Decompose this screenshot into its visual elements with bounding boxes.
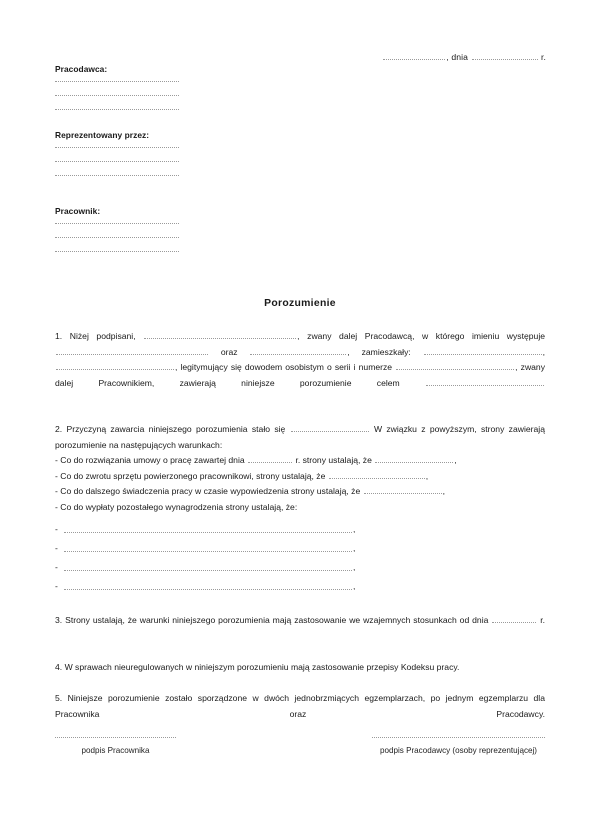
- paragraph-1-text-d: zamieszkały:: [361, 346, 411, 357]
- paragraph-3-number: 3.: [55, 614, 63, 625]
- purpose-dotted-field[interactable]: [426, 379, 544, 386]
- employee-name-dotted-field[interactable]: [250, 347, 346, 354]
- party-lines-representative: [55, 147, 185, 176]
- paragraph-1-comma-d: ,: [175, 362, 178, 373]
- sub-row-end: ,: [353, 524, 356, 535]
- bullet-dash: -: [55, 455, 58, 466]
- bullet-3-terms-dotted-field[interactable]: [364, 487, 442, 494]
- contract-date-dotted-field[interactable]: [248, 456, 292, 463]
- date-year-suffix: r.: [541, 52, 546, 62]
- bullet-2-end: ,: [425, 470, 429, 481]
- wage-term-dotted-field[interactable]: [64, 584, 352, 590]
- sub-row-end: ,: [353, 562, 356, 573]
- id-number-dotted-field[interactable]: [396, 363, 514, 370]
- signature-line-employee[interactable]: [55, 737, 176, 738]
- paragraph-1-text-b: zwany dalej Pracodawcą, w którego imieniu występuje: [307, 331, 546, 341]
- paragraph-2: [55, 422, 545, 453]
- date-line: [380, 52, 546, 62]
- sub-row-dash: -: [55, 524, 58, 535]
- party-title-employer: Pracodawca:: [55, 64, 108, 74]
- paragraph-3-text-a: Strony ustalają, że warunki niniejszego porozumienia mają zastosowanie we wzajemnych stosunkach od dnia: [65, 614, 489, 625]
- paragraph-5-text: Niniejsze porozumienie zostało sporządzone w dwóch jednobrzmiących egzemplarzach, po jednym egzemplarzu dla Pracownika oraz Pracodawcy.: [55, 693, 545, 719]
- bullet-1-end: ,: [454, 455, 457, 466]
- paragraph-4: [55, 660, 545, 676]
- bullet-dash: -: [55, 501, 58, 512]
- date-comma: ,: [446, 52, 449, 62]
- bullet-1-text-b: r. strony ustalają, że: [295, 455, 372, 466]
- paragraph-4-number: 4.: [55, 661, 63, 672]
- bullet-3-text-a: Co do dalszego świadczenia pracy w czasie wypowiedzenia strony ustalają, że: [60, 486, 361, 497]
- paragraph-2-number: 2.: [55, 423, 63, 434]
- signature-block-employee: [55, 737, 176, 755]
- party-fill-line[interactable]: [55, 175, 179, 176]
- wage-terms-row: [55, 578, 545, 597]
- party-fill-line[interactable]: [55, 237, 179, 238]
- document-body: [55, 329, 545, 738]
- party-fill-line[interactable]: [55, 95, 179, 96]
- paragraph-4-text: W sprawach nieuregulowanych w niniejszym porozumieniu mają zastosowanie przepisy Kodeksu pracy.: [64, 661, 460, 672]
- bullet-2-terms-dotted-field[interactable]: [329, 472, 425, 479]
- bullet-2-text-a: Co do zwrotu sprzętu powierzonego pracownikowi, strony ustalają, że: [60, 470, 326, 481]
- party-fill-line[interactable]: [55, 251, 179, 252]
- spacer: [55, 644, 545, 660]
- paragraph-1-text-e: legitymujący się dowodem osobistym o serii i numerze: [180, 362, 393, 373]
- address-dotted-field-2[interactable]: [56, 363, 174, 370]
- date-value-dotted-field[interactable]: [472, 53, 538, 60]
- date-dnia-label: dnia: [451, 52, 469, 62]
- spacer: [55, 675, 545, 691]
- signature-line-employer[interactable]: [372, 737, 545, 738]
- wage-terms-list: [55, 521, 545, 597]
- reason-dotted-field[interactable]: [291, 425, 369, 432]
- wage-terms-row: [55, 559, 545, 578]
- party-block-representative: [55, 130, 185, 189]
- paragraph-5: [55, 691, 545, 738]
- party-title-employee: Pracownik:: [55, 206, 101, 216]
- party-fill-line[interactable]: [55, 81, 179, 82]
- paragraph-5-number: 5.: [55, 693, 63, 704]
- party-title-representative: Reprezentowany przez:: [55, 130, 150, 140]
- spacer: [55, 597, 545, 613]
- spacer: [55, 407, 545, 422]
- effective-date-dotted-field[interactable]: [492, 615, 536, 622]
- bullet-dash: -: [55, 486, 58, 497]
- sub-row-dash: -: [55, 543, 58, 554]
- paragraph-1: [55, 329, 545, 407]
- wage-term-dotted-field[interactable]: [64, 527, 352, 533]
- bullet-dash: -: [55, 470, 58, 481]
- paragraph-1-text-c: oraz: [220, 346, 238, 357]
- signature-block-employer: [372, 737, 545, 755]
- employer-name-dotted-field[interactable]: [144, 332, 296, 339]
- paragraph-1-number: 1.: [55, 331, 63, 341]
- paragraph-1-text-f: zwany dalej Pracownikiem, zawierają niniejsze porozumienie celem: [55, 362, 545, 388]
- representative-dotted-field[interactable]: [56, 347, 208, 354]
- sub-row-end: ,: [353, 581, 356, 592]
- wage-terms-row: [55, 521, 545, 540]
- bullet-4-text-a: Co do wypłaty pozostałego wynagrodzenia strony ustalają, że:: [60, 501, 298, 512]
- party-fill-line[interactable]: [55, 223, 179, 224]
- signature-caption-employer: podpis Pracodawcy (osoby reprezentującej): [379, 746, 537, 755]
- bullet-3-end: ,: [442, 486, 446, 497]
- paragraph-1-comma-b: ,: [347, 346, 350, 357]
- paragraph-1-comma-c: ,: [542, 346, 545, 357]
- paragraph-1-text-a: Niżej podpisani,: [69, 331, 136, 341]
- paragraph-2-text-b: W związku z powyższym, strony zawierają porozumienie na następujących warunkach:: [55, 423, 545, 450]
- signature-area: [0, 737, 600, 777]
- wage-term-dotted-field[interactable]: [64, 565, 352, 571]
- bullet-item-3: [55, 484, 545, 500]
- sub-row-dash: -: [55, 581, 58, 592]
- paragraph-3-text-b: r.: [540, 614, 546, 625]
- address-dotted-field-1[interactable]: [424, 347, 542, 354]
- sub-row-end: ,: [353, 543, 356, 554]
- bullet-item-2: [55, 469, 545, 485]
- party-fill-line[interactable]: [55, 147, 179, 148]
- paragraph-1-comma-a: ,: [297, 331, 300, 341]
- bullet-item-4: [55, 500, 545, 516]
- date-place-dotted-field[interactable]: [383, 53, 445, 60]
- party-block-employer: [55, 64, 185, 123]
- party-fill-line[interactable]: [55, 109, 179, 110]
- paragraph-3: [55, 613, 545, 644]
- bullet-item-1: [55, 453, 545, 469]
- bullet-1-text-a: Co do rozwiązania umowy o pracę zawartej dnia: [60, 455, 245, 466]
- party-lines-employee: [55, 223, 185, 252]
- party-lines-employer: [55, 81, 185, 110]
- signature-caption-employee: podpis Pracownika: [81, 746, 150, 755]
- wage-term-dotted-field[interactable]: [64, 546, 352, 552]
- paragraph-1-comma-e: ,: [515, 362, 518, 373]
- sub-row-dash: -: [55, 562, 58, 573]
- bullet-1-terms-dotted-field[interactable]: [375, 456, 453, 463]
- wage-terms-row: [55, 540, 545, 559]
- party-block-employee: [55, 206, 185, 265]
- party-fill-line[interactable]: [55, 161, 179, 162]
- paragraph-2-text-a: Przyczyną zawarcia niniejszego porozumienia stało się: [66, 423, 286, 434]
- document-title: Porozumienie: [264, 298, 336, 309]
